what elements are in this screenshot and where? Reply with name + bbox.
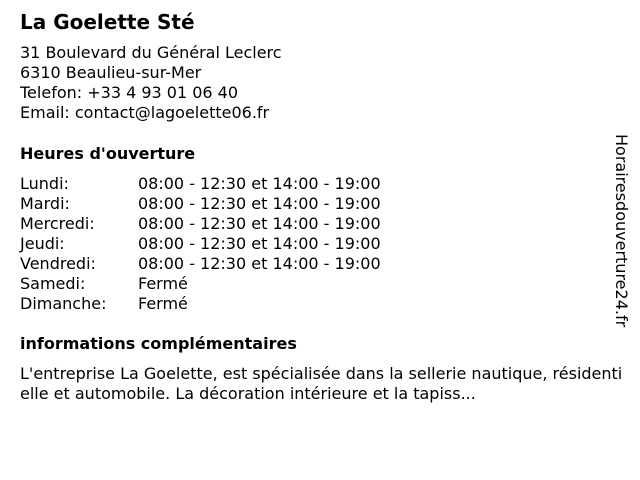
phone-number: Telefon: +33 4 93 01 06 40 (20, 83, 239, 102)
opening-hours-list (20, 174, 440, 314)
business-description: L'entreprise La Goelette, est spécialisée dans la sellerie nautique, résidentielle et automobile. La décoration intérieure et la tapiss... (20, 364, 623, 403)
business-name: La Goelette Sté (20, 10, 195, 34)
day-label: Jeudi: (20, 234, 65, 253)
address-city: 6310 Beaulieu-sur-Mer (20, 63, 202, 82)
hours-row-tuesday (20, 194, 440, 214)
day-hours: 08:00 - 12:30 et 14:00 - 19:00 (138, 214, 381, 233)
day-hours: 08:00 - 12:30 et 14:00 - 19:00 (138, 234, 381, 253)
day-label: Lundi: (20, 174, 69, 193)
day-label: Mardi: (20, 194, 70, 213)
day-label: Mercredi: (20, 214, 95, 233)
day-hours: 08:00 - 12:30 et 14:00 - 19:00 (138, 174, 381, 193)
day-hours: Fermé (138, 274, 188, 293)
hours-heading: Heures d'ouverture (20, 144, 196, 163)
hours-row-saturday (20, 274, 440, 294)
day-label: Samedi: (20, 274, 86, 293)
day-label: Vendredi: (20, 254, 96, 273)
site-watermark: Horairesdouverture24.fr (612, 134, 631, 328)
info-heading: informations complémentaires (20, 334, 297, 353)
address-street: 31 Boulevard du Général Leclerc (20, 43, 282, 62)
hours-row-thursday (20, 234, 440, 254)
day-hours: 08:00 - 12:30 et 14:00 - 19:00 (138, 194, 381, 213)
hours-row-wednesday (20, 214, 440, 234)
hours-row-monday (20, 174, 440, 194)
hours-row-friday (20, 254, 440, 274)
email-address: Email: contact@lagoelette06.fr (20, 103, 270, 122)
day-hours: 08:00 - 12:30 et 14:00 - 19:00 (138, 254, 381, 273)
day-label: Dimanche: (20, 294, 107, 313)
day-hours: Fermé (138, 294, 188, 313)
address-block (20, 43, 282, 123)
hours-row-sunday (20, 294, 440, 314)
